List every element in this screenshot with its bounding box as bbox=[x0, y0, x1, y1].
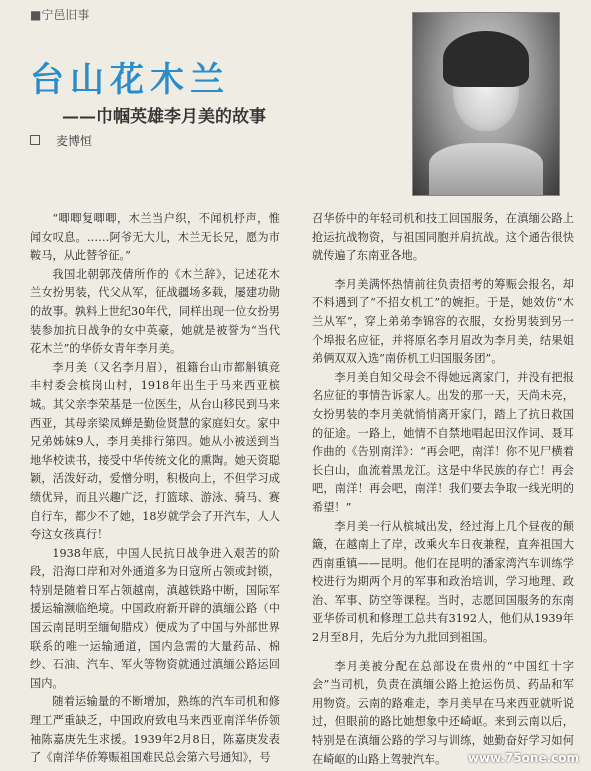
portrait-photo bbox=[412, 12, 560, 196]
author-marker-icon bbox=[30, 135, 40, 145]
paragraph: “唧唧复唧唧，木兰当户织，不闻机杼声，惟闻女叹息。……阿爷无大儿，木兰无长兄，愿为市鞍马，从此替爷征。” bbox=[30, 212, 280, 263]
right-column bbox=[312, 210, 574, 769]
paragraph: 我国北朝郭茂倩所作的《木兰辞》，记述花木兰女扮男装，代父从军，征战疆场多载，屡建功勋的故事。孰料上世纪30年代，同样出现一位女扮男装参加抗日战争的女中英豪，她就是被誉为“当代花木兰”的华侨女青年李月美。 bbox=[30, 267, 280, 356]
paragraph: 李月美自知父母会不得她远离家门，并没有把报名应征的事情告诉家人。出发的那一天，天尚未亮，女扮男装的李月美就悄悄离开家门，踏上了抗日救国的征途。一路上，她情不自禁地唱起田汉作词、聂耳作曲的《告别南洋》：“再会吧，南洋！你不见尸横着长白山，血流着黑龙江。这是中华民族的存亡！再会吧，南洋！再会吧，南洋！我们要去争取一线光明的希望！” bbox=[312, 370, 574, 514]
author-line bbox=[30, 132, 92, 149]
paragraph: 李月美（又名李月眉），祖籍台山市都斛镇竞丰村委会槟岗山村，1918年出生于马来西亚槟城。其父亲李荣基是一位医生，从台山移民到马来西亚，其母亲梁凤蝉是勤俭贤慧的家庭妇女。家中兄弟姊妹9人，李月美排行第四。她从小被送到当地华校读书，接受中华传统文化的熏陶。她天资聪颖，活泼好动，爱憎分明，积极向上，不但学习成绩优异，而且兴趣广泛，打篮球、游泳、骑马、赛自行车，都少不了她，18岁就学会了开汽车，人人夸这女孩真行！ bbox=[30, 360, 280, 542]
paragraph: 随着运输量的不断增加，熟练的汽车司机和修理工严重缺乏，中国政府致电马来西亚南洋华侨领袖陈嘉庚先生求援。1939年2月8日，陈嘉庚发表了《南洋华侨筹赈祖国难民总会第六号通知》，号 bbox=[30, 695, 280, 765]
column-tag: ■宁邑旧事 bbox=[30, 8, 90, 22]
paragraph: 召华侨中的年轻司机和技工回国服务，在滇缅公路上抢运抗战物资，与祖国同胞并肩抗战。这个通告很快就传遍了东南亚各地。 bbox=[312, 212, 574, 263]
portrait-hair bbox=[443, 31, 529, 87]
article-subtitle: ——巾帼英雄李月美的故事 bbox=[62, 107, 266, 127]
paragraph: 李月美被分配在总部设在贵州的“中国红十字会”当司机，负责在滇缅公路上抢运伤员、药品和军用物资。云南的路难走，李月美早在马来西亚就听说过，但眼前的路比她想象中还崎岖。来到云南以后，特别是在滇缅公路的学习与训练，她勤奋好学习如何在崎岖的山路上驾驶汽车。 bbox=[312, 659, 574, 766]
left-column bbox=[30, 210, 280, 768]
paragraph: 1938年底，中国人民抗日战争进入艰苦的阶段，沿海口岸和对外通道多为日寇所占领或封锁，特别是随着日军占领越南，滇越铁路中断，国际军援运输濒临绝境。中国政府新开辟的滇缅公路（中国云南昆明至缅甸腊戍）便成为了中国与外部世界联系的唯一运输通道，国内急需的大量药品、棉纱、石油、汽车、军火等物资就通过滇缅公路运回国内。 bbox=[30, 546, 280, 690]
site-watermark: www.75one.com bbox=[467, 751, 579, 765]
portrait-collar bbox=[429, 143, 543, 195]
paragraph: 李月美一行从槟城出发，经过海上几个昼夜的颠簸，在越南上了岸，改乘火车日夜兼程，直奔祖国大西南重镇——昆明。他们在昆明的潘家湾汽车训练学校进行为期两个月的军事和政治培训，学习地理、政治、军事、防空等课程。当时，志愿回国服务的东南亚华侨司机和修理工总共有3192人，他们从1939年2月至8月，先后分为九批回到祖国。 bbox=[312, 519, 574, 645]
author-name: 麦博恒 bbox=[56, 134, 93, 148]
paragraph: 李月美满怀热情前往负责招考的筹赈会报名，却不料遇到了“不招女机工”的婉拒。于是，她效仿“木兰从军”，穿上弟弟李锦容的衣服，女扮男装到另一个埠报名应征，并将原名李月眉改为李月美，结果姐弟俩双双入选“南侨机工归国服务团”。 bbox=[312, 277, 574, 366]
article-title: 台山花木兰 bbox=[30, 60, 230, 100]
